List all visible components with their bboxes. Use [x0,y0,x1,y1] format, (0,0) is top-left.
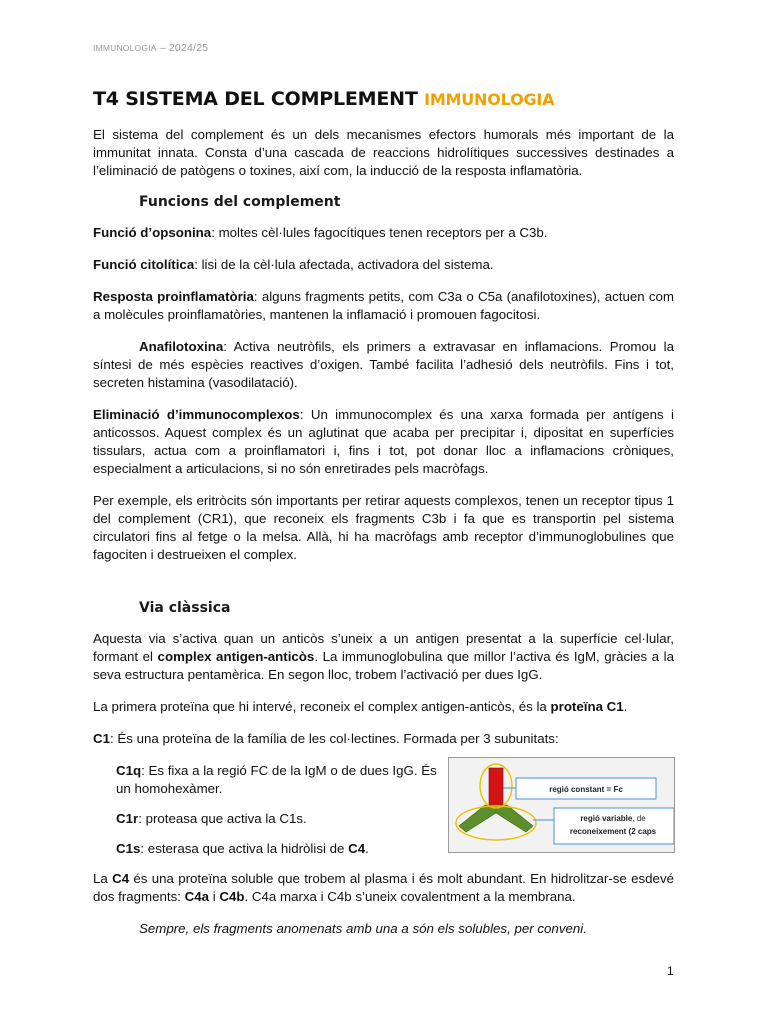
variable-region-term: regió variable [580,814,633,823]
term-proinflamatoria: Resposta proinflamatòria [93,289,254,304]
paragraph-c1r [116,810,441,828]
title-main: T4 SISTEMA DEL COMPLEMENT [93,88,425,110]
term-c4-inline: C4 [348,841,366,856]
term-c4b: C4b [219,889,245,904]
paragraph-anafilotoxina [93,338,674,392]
antibody-diagram [448,757,675,853]
section-heading-funcions: Funcions del complement [139,194,341,210]
text-c4-d: i [209,889,220,904]
text-c1: : És una proteïna de la família de les col·lectines. Formada per 3 subunitats: [110,731,559,746]
text-via-b: . La immunoglobulina que millor l’activa és IgM, gràcies a la seva estructura pentamèrica. En segon lloc, trobem l’activació per dues IgG. [93,649,674,682]
term-citolitica: Funció citolítica [93,257,195,272]
term-c1r: C1r [116,811,139,826]
text-c4-c: és una proteïna soluble que trobem al plasma i és molt abundant. En hidrolitzar-se esdevé dos fragments: [93,871,674,904]
paragraph-via-activacio [93,630,674,684]
header-course: IMMUNOLOGIA [93,43,157,53]
text-c1s-a: : esterasa que activa la hidròlisi de [140,841,349,856]
text-primera-a: La primera proteïna que hi intervé, reconeix el complex antigen-anticòs, és la [93,699,551,714]
term-c4a: C4a [184,889,210,904]
term-anafilotoxina: Anafilotoxina [139,339,224,354]
title-accent: IMMUNOLOGIA [424,90,555,109]
text-c1s-b: . [365,841,369,856]
paragraph-immunocomplexos [93,406,674,478]
term-proteina-c1: proteïna C1 [550,699,624,714]
text-c4-e: . C4a marxa i C4b s’uneix covalentment a la membrana. [244,889,576,904]
term-c1s: C1s [116,841,141,856]
text-anafilotoxina: : Activa neutròfils, els primers a extravasar en inflamacions. Promou la síntesi de més espècies reactives d’oxigen. També facilita l’adhesió dels neutròfils. Fins i tot, secreten histamina (vasodilatació). [93,339,674,390]
page-number: 1 [667,964,674,978]
paragraph-c4 [93,870,674,906]
intro-paragraph: El sistema del complement és un dels mecanismes efectors humorals més important de la immunitat innata. Consta d’una cascada de reaccions hidrolítiques successives destinades a l’eliminació de patògens o toxines, així com, la inducció de la resposta inflamatòria. [93,127,674,178]
section-spacer [93,578,674,600]
variable-region-label-line1 [580,814,646,823]
term-c1q: C1q [116,763,142,778]
term-complex-antigen-anticos: complex antigen-anticòs [157,649,315,664]
text-c1q: : Es fixa a la regió FC de la IgM o de dues IgG. És un homohexàmer. [116,763,437,796]
paragraph-opsonina [93,224,674,242]
running-header [93,42,208,54]
variable-region-suffix: , de [632,814,646,823]
term-c4: C4 [112,871,130,886]
constant-region-label: regió constant = Fc [549,785,623,794]
text-c1r: : proteasa que activa la C1s. [138,811,307,826]
page-title [93,88,554,110]
text-citolitica: : lisi de la cèl·lula afectada, activadora del sistema. [194,257,494,272]
antibody-diagram-svg [449,758,674,852]
text-immunocomplexos: : Un immunocomplex és una xarxa formada per antígens i anticossos. Aquest complex és un aglutinat que acaba per precipitar i, dipositat en superfícies tissulars, actua com a proinflamatori i, fins i tot, pot donar lloc a inflamacions cròniques, especialment a articulacions, si no són enretirades pels macròfags. [93,407,674,476]
paragraph-c1s [116,840,441,858]
paragraph-c1 [93,730,674,748]
section-heading-via-classica: Via clàssica [139,600,231,616]
paragraph-exemple: Per exemple, els eritròcits són importants per retirar aquests complexos, tenen un receptor tipus 1 del complement (CR1), que reconeix els fragments C3b i fa que es transportin pel sistema circulatori fins al fetge o la melsa. Allà, hi ha macròfags amb receptor d’immunoglobulines que fagociten i destrueixen el complex. [93,493,674,562]
header-year: – 2024/25 [156,42,209,54]
text-opsonina: : moltes cèl·lules fagocítiques tenen receptors per a C3b. [211,225,548,240]
paragraph-note-convention: Sempre, els fragments anomenats amb una a són els solubles, per conveni. [139,921,587,936]
paragraph-primera-proteina [93,698,674,716]
text-c4-a: La [93,871,113,886]
term-immunocomplexos: Eliminació d’immunocomplexos [93,407,300,422]
variable-region-label-line2: reconeixement (2 caps [569,827,657,836]
paragraph-citolitica [93,256,674,274]
text-via-a: Aquesta via s’activa quan un anticòs s’uneix a un antigen presentat a la superfície cel·lular, formant el [93,631,674,664]
text-primera-b: . [623,699,628,714]
term-c1: C1 [93,731,110,746]
paragraph-proinflamatoria [93,288,674,324]
text-proinflamatoria: : alguns fragments petits, com C3a o C5a (anafilotoxines), actuen com a molècules proinflamatòries, mantenen la inflamació i promouen fagocitosi. [93,289,674,322]
term-opsonina: Funció d’opsonina [93,225,212,240]
antibody-stem [489,768,503,808]
paragraph-c1q [116,762,441,798]
